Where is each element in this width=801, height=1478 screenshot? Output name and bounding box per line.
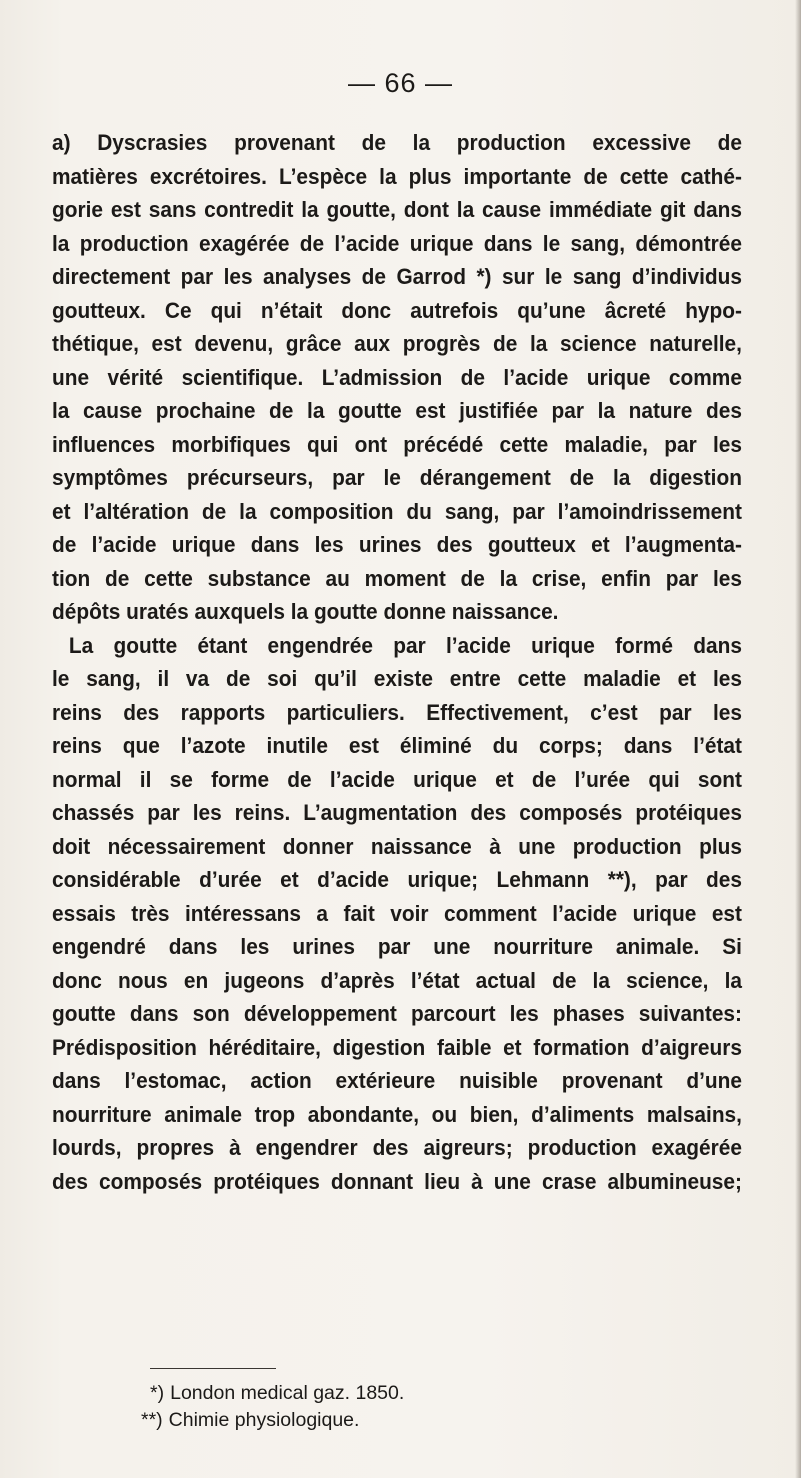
footnote (150, 1380, 404, 1407)
text-line: dans l’estomac, action extérieure nuisible provenant d’une (52, 1068, 742, 1093)
footnote-marker: *) (150, 1382, 165, 1404)
text-line: thétique, est devenu, grâce aux progrès de la science naturelle, (52, 331, 742, 356)
text-line: donc nous en jugeons d’après l’état actual de la science, la (52, 967, 742, 993)
page-edge-shadow (795, 0, 801, 1478)
footnote (141, 1407, 404, 1434)
text-line: le sang, il va de soi qu’il existe entre cette maladie et les (52, 666, 742, 691)
text-line: normal il se forme de l’acide urique et de l’urée qui sont (52, 766, 742, 792)
text-line: symptômes précurseurs, par le dérangement de la digestion (52, 465, 742, 490)
text-line: reins que l’azote inutile est éliminé du corps; dans l’état (52, 733, 742, 758)
text-line: tion de cette substance au moment de la crise, enfin par les (52, 565, 742, 591)
text-line: Prédisposition héréditaire, digestion faible et formation d’aigreurs (52, 1034, 742, 1060)
text-line: reins des rapports particuliers. Effectivement, c’est par les (52, 699, 742, 725)
text-line: lourds, propres à engendrer des aigreurs; production exagérée (52, 1135, 742, 1160)
text-line: considérable d’urée et d’acide urique; Lehmann **), par des (52, 867, 742, 892)
text-line: la production exagérée de l’acide urique dans le sang, démontrée (52, 230, 742, 256)
footnote-marker: **) (141, 1409, 163, 1431)
text-line: nourriture animale trop abondante, ou bien, d’aliments malsains, (52, 1101, 742, 1127)
footnote-text: London medical gaz. 1850. (170, 1382, 405, 1404)
text-line: de l’acide urique dans les urines des goutteux et l’augmenta- (52, 532, 742, 557)
text-line: la cause prochaine de la goutte est justifiée par la nature des (52, 398, 742, 423)
text-line: directement par les analyses de Garrod *) sur le sang d’individus (52, 264, 742, 289)
text-line: goutte dans son développement parcourt les phases suivantes: (52, 1001, 742, 1026)
footnote-text: Chimie physiologique. (168, 1409, 360, 1431)
text-line: une vérité scientifique. L’admission de l’acide urique comme (52, 364, 742, 390)
text-line: des composés protéiques donnant lieu à une crase albumineuse; (52, 1168, 742, 1194)
page-number: — 66 — (347, 68, 454, 98)
text-line: gorie est sans contredit la goutte, dont la cause immédiate git dans (52, 197, 742, 222)
text-line: La goutte étant engendrée par l’acide urique formé dans (68, 632, 742, 658)
text-line: essais très intéressans a fait voir comment l’acide urique est (52, 900, 742, 926)
body-text (52, 126, 742, 1198)
text-line: dépôts uratés auxquels la goutte donne naissance. (52, 599, 559, 624)
text-line: matières excrétoires. L’espèce la plus importante de cette cathé- (52, 163, 742, 189)
text-line: chassés par les reins. L’augmentation des composés protéiques (52, 800, 742, 825)
text-line: et l’altération de la composition du sang, par l’amoindrissement (52, 498, 742, 524)
text-line: influences morbifiques qui ont précédé cette maladie, par les (52, 431, 742, 457)
text-line: a) Dyscrasies provenant de la production excessive de (52, 130, 742, 155)
text-line: doit nécessairement donner naissance à une production plus (52, 833, 742, 859)
text-line: goutteux. Ce qui n’était donc autrefois qu’une âcreté hypo- (52, 297, 742, 323)
text-line: engendré dans les urines par une nourriture animale. Si (52, 934, 742, 959)
footnote-divider (150, 1368, 276, 1369)
footnotes (141, 1380, 405, 1434)
